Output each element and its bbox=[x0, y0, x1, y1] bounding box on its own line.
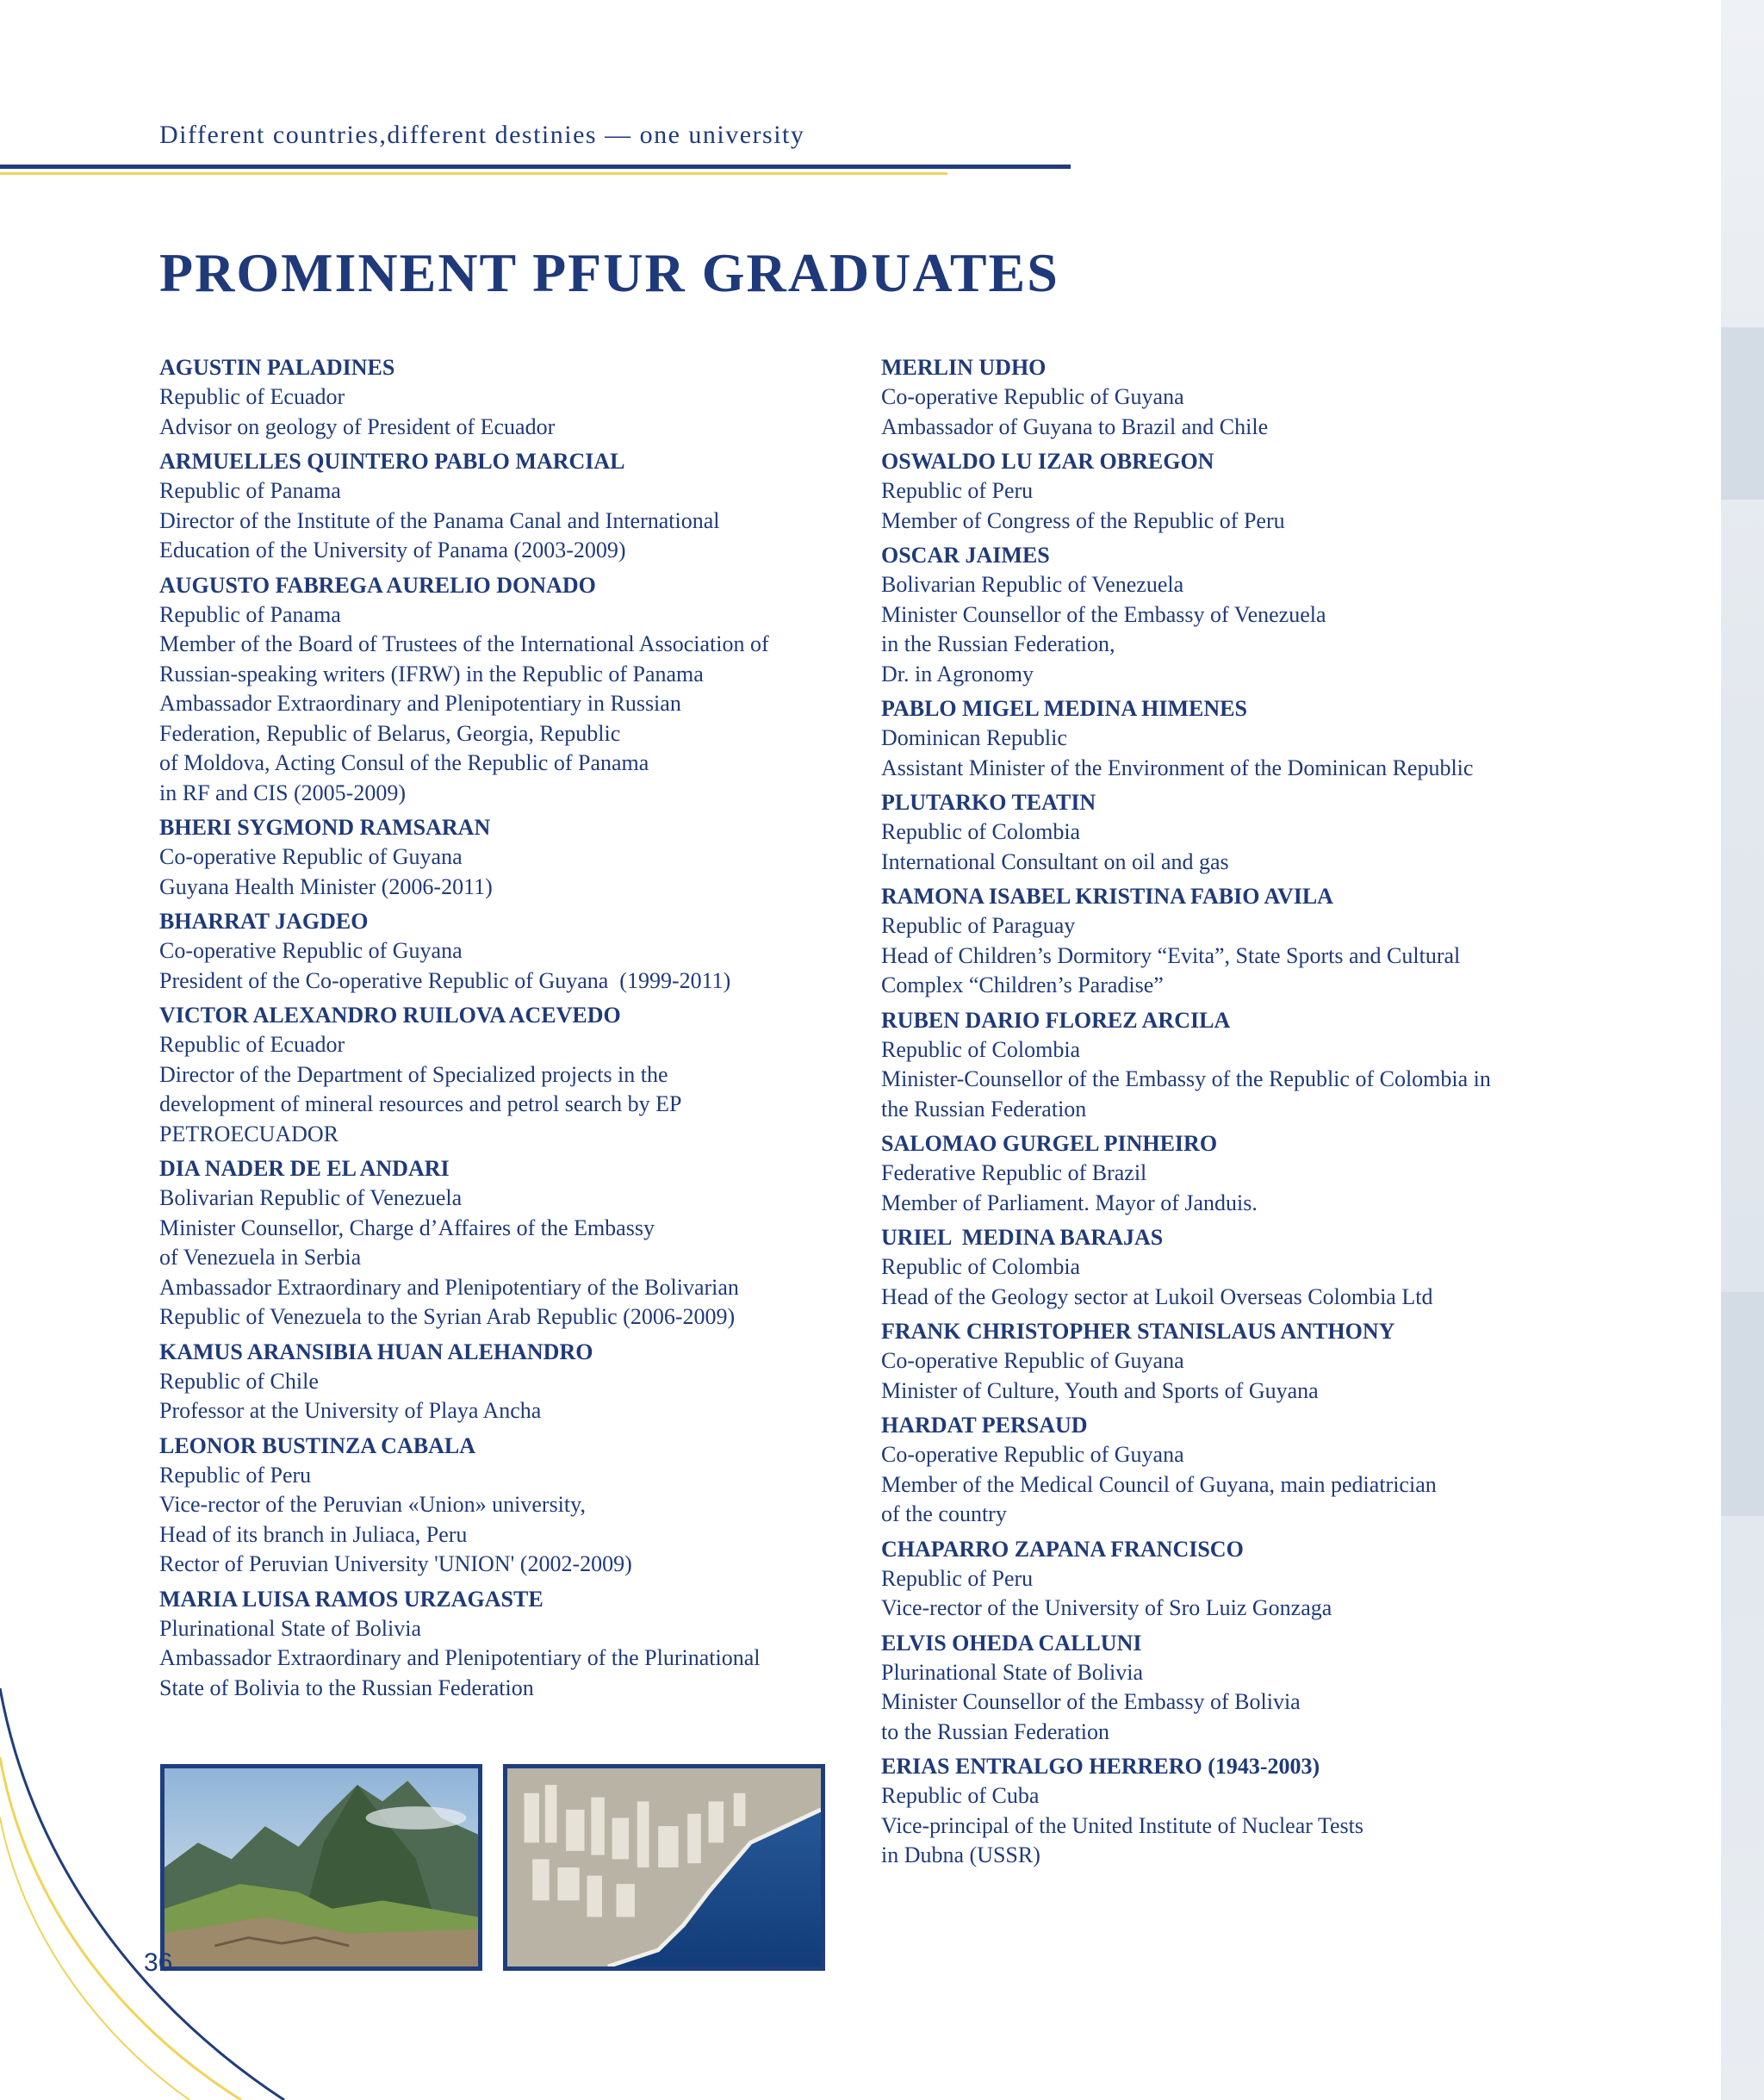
graduate-position-line: President of the Co-operative Republic of Guyana (1999-2011) bbox=[159, 967, 731, 993]
header-rule-blue bbox=[0, 165, 1071, 169]
graduate-name: BHERI SYGMOND RAMSARAN bbox=[159, 815, 491, 840]
graduate-position-line: of Moldova, Acting Consul of the Republic of Panama bbox=[159, 750, 649, 775]
graduate-country: Co-operative Republic of Guyana bbox=[881, 1442, 1184, 1467]
graduate-country: Republic of Ecuador bbox=[159, 384, 345, 409]
graduate-entry bbox=[159, 813, 917, 902]
graduate-position-line: Head of the Geology sector at Lukoil Overseas Colombia Ltd bbox=[881, 1283, 1433, 1309]
graduate-name: SALOMAO GURGEL PINHEIRO bbox=[881, 1131, 1218, 1156]
graduate-name: AGUSTIN PALADINES bbox=[159, 355, 395, 380]
graduate-position-line: Russian-speaking writers (IFRW) in the Republic of Panama bbox=[159, 661, 704, 687]
graduate-name: HARDAT PERSAUD bbox=[881, 1413, 1088, 1438]
graduate-position-line: Minister Counsellor of the Embassy of Bolivia bbox=[881, 1689, 1301, 1714]
graduate-position-line: State of Bolivia to the Russian Federation bbox=[159, 1674, 534, 1700]
graduate-entry bbox=[159, 1432, 917, 1580]
graduate-position-line: Assistant Minister of the Environment of the Dominican Republic bbox=[881, 755, 1474, 780]
graduate-position-line: Ambassador Extraordinary and Plenipotentiary of the Bolivarian bbox=[159, 1274, 739, 1300]
graduate-position-line: in Dubna (USSR) bbox=[881, 1842, 1040, 1867]
graduate-entry bbox=[159, 571, 917, 809]
graduate-position-line: Member of Parliament. Mayor of Janduis. bbox=[881, 1190, 1258, 1215]
graduate-position-line: International Consultant on oil and gas bbox=[881, 848, 1229, 874]
graduate-position-line: Director of the Institute of the Panama Canal and International bbox=[159, 507, 720, 533]
graduate-position-line: in the Russian Federation, bbox=[881, 631, 1115, 656]
graduate-entry bbox=[881, 882, 1656, 1001]
graduate-name: DIA NADER DE EL ANDARI bbox=[159, 1156, 450, 1181]
graduate-entry bbox=[159, 1001, 917, 1149]
graduate-country: Republic of Peru bbox=[881, 1565, 1034, 1591]
graduate-position-line: Dr. in Agronomy bbox=[881, 661, 1034, 687]
graduate-name: BHARRAT JAGDEO bbox=[159, 909, 369, 934]
graduate-position-line: Professor at the University of Playa Ancha bbox=[159, 1398, 542, 1423]
graduate-entry bbox=[881, 1317, 1656, 1406]
graduate-country: Republic of Cuba bbox=[881, 1783, 1040, 1808]
graduate-entry bbox=[159, 907, 917, 996]
graduate-position-line: Complex “Children’s Paradise” bbox=[881, 972, 1164, 997]
graduate-country: Federative Republic of Brazil bbox=[881, 1160, 1147, 1185]
graduate-position-line: Ambassador of Guyana to Brazil and Chile bbox=[881, 413, 1269, 439]
graduate-entry bbox=[881, 1752, 1656, 1871]
graduate-position-line: Director of the Department of Specialized projects in the bbox=[159, 1061, 668, 1087]
graduate-entry bbox=[881, 1223, 1656, 1312]
graduate-name: FRANK CHRISTOPHER STANISLAUS ANTHONY bbox=[881, 1319, 1395, 1344]
graduate-country: Plurinational State of Bolivia bbox=[159, 1615, 422, 1641]
graduate-name: ELVIS OHEDA CALLUNI bbox=[881, 1630, 1142, 1656]
graduate-name: OSCAR JAIMES bbox=[881, 543, 1050, 568]
graduate-position-line: Minister-Counsellor of the Embassy of the Republic of Colombia in bbox=[881, 1066, 1491, 1091]
graduate-position-line: to the Russian Federation bbox=[881, 1718, 1110, 1744]
graduate-country: Republic of Peru bbox=[159, 1462, 312, 1488]
graduate-position-line: Head of Children’s Dormitory “Evita”, State Sports and Cultural bbox=[881, 942, 1461, 968]
graduate-country: Republic of Ecuador bbox=[159, 1032, 345, 1057]
graduate-country: Republic of Colombia bbox=[881, 819, 1081, 844]
graduate-position-line: development of mineral resources and petrol search by EP bbox=[159, 1091, 682, 1116]
graduate-entry bbox=[881, 447, 1656, 536]
graduate-name: ARMUELLES QUINTERO PABLO MARCIAL bbox=[159, 449, 625, 474]
graduate-position-line: Vice-rector of the University of Sro Luiz Gonzaga bbox=[881, 1595, 1332, 1620]
graduate-position-line: Vice-rector of the Peruvian «Union» university, bbox=[159, 1492, 586, 1517]
graduate-position-line: Minister Counsellor, Charge d’Affaires of the Embassy bbox=[159, 1215, 655, 1240]
graduate-name: PLUTARKO TEATIN bbox=[881, 790, 1096, 815]
graduate-name: PABLO MIGEL MEDINA HIMENES bbox=[881, 696, 1247, 721]
graduate-name: OSWALDO LU IZAR OBREGON bbox=[881, 449, 1214, 474]
graduate-country: Republic of Chile bbox=[159, 1368, 319, 1394]
graduate-position-line: Head of its branch in Juliaca, Peru bbox=[159, 1521, 468, 1547]
decorative-arcs bbox=[0, 1619, 345, 2100]
graduate-position-line: Vice-principal of the United Institute of Nuclear Tests bbox=[881, 1812, 1364, 1838]
graduate-entry bbox=[881, 694, 1656, 783]
graduate-position-line: Member of the Board of Trustees of the International Association of bbox=[159, 631, 769, 656]
graduate-name: MARIA LUISA RAMOS URZAGASTE bbox=[159, 1586, 543, 1612]
graduate-country: Bolivarian Republic of Venezuela bbox=[159, 1185, 463, 1210]
graduate-position-line: Ambassador Extraordinary and Plenipotentiary of the Plurinational bbox=[159, 1645, 761, 1670]
graduate-name: KAMUS ARANSIBIA HUAN ALEHANDRO bbox=[159, 1339, 593, 1364]
graduate-entry bbox=[159, 353, 917, 442]
graduate-position-line: PETROECUADOR bbox=[159, 1121, 339, 1146]
graduate-name: ERIAS ENTRALGO HERRERO (1943-2003) bbox=[881, 1754, 1320, 1779]
graduate-entry bbox=[881, 788, 1656, 877]
graduate-name: URIEL MEDINA BARAJAS bbox=[881, 1225, 1164, 1250]
left-column bbox=[159, 353, 917, 1708]
graduate-entry bbox=[881, 353, 1656, 442]
graduate-position-line: Education of the University of Panama (2003-2009) bbox=[159, 537, 626, 562]
graduate-country: Republic of Colombia bbox=[881, 1254, 1081, 1279]
graduate-country: Republic of Colombia bbox=[881, 1036, 1081, 1062]
graduate-position-line: Guyana Health Minister (2006-2011) bbox=[159, 873, 493, 899]
graduate-position-line: Advisor on geology of President of Ecuador bbox=[159, 413, 556, 439]
graduate-country: Plurinational State of Bolivia bbox=[881, 1659, 1144, 1685]
graduate-position-line: in RF and CIS (2005-2009) bbox=[159, 780, 406, 805]
graduate-position-line: Member of Congress of the Republic of Peru bbox=[881, 507, 1285, 533]
graduate-country: Republic of Panama bbox=[159, 478, 341, 503]
graduate-country: Dominican Republic bbox=[881, 725, 1067, 750]
graduate-position-line: Ambassador Extraordinary and Plenipotentiary in Russian bbox=[159, 691, 681, 716]
running-head: Different countries,different destinies — one university bbox=[159, 121, 805, 149]
graduate-name: LEONOR BUSTINZA CABALA bbox=[159, 1432, 475, 1458]
graduate-country: Republic of Peru bbox=[881, 478, 1034, 503]
page-number: 36 bbox=[144, 1948, 173, 1977]
graduate-position-line: Minister Counsellor of the Embassy of Venezuela bbox=[881, 601, 1326, 627]
graduate-country: Bolivarian Republic of Venezuela bbox=[881, 572, 1184, 597]
graduate-country: Co-operative Republic of Guyana bbox=[159, 938, 463, 963]
graduate-country: Co-operative Republic of Guyana bbox=[881, 1348, 1184, 1373]
graduate-name: MERLIN UDHO bbox=[881, 355, 1047, 380]
graduate-position-line: of Venezuela in Serbia bbox=[159, 1245, 362, 1270]
graduate-entry bbox=[159, 447, 917, 566]
graduate-entry bbox=[881, 1535, 1656, 1624]
right-column bbox=[881, 353, 1656, 1876]
graduate-entry bbox=[881, 1629, 1656, 1748]
graduate-name: RUBEN DARIO FLOREZ ARCILA bbox=[881, 1007, 1231, 1033]
page-title: PROMINENT PFUR GRADUATES bbox=[159, 242, 1059, 303]
graduate-position-line: Rector of Peruvian University 'UNION' (2002-2009) bbox=[159, 1551, 632, 1576]
graduate-entry bbox=[881, 1129, 1656, 1218]
graduate-entry bbox=[881, 1006, 1656, 1125]
graduate-entry bbox=[159, 1338, 917, 1426]
right-edge-strip bbox=[1721, 0, 1764, 2100]
header-rule-yellow bbox=[0, 172, 947, 175]
graduate-position-line: Republic of Venezuela to the Syrian Arab Republic (2006-2009) bbox=[159, 1304, 736, 1329]
graduate-entry bbox=[159, 1154, 917, 1333]
graduate-name: CHAPARRO ZAPANA FRANCISCO bbox=[881, 1536, 1244, 1562]
graduate-position-line: of the country bbox=[881, 1501, 1007, 1526]
graduate-position-line: the Russian Federation bbox=[881, 1096, 1087, 1121]
graduate-country: Republic of Paraguay bbox=[881, 913, 1076, 938]
graduate-name: VICTOR ALEXANDRO RUILOVA ACEVEDO bbox=[159, 1003, 621, 1028]
graduate-position-line: Federation, Republic of Belarus, Georgia, Republic bbox=[159, 720, 621, 746]
graduate-country: Co-operative Republic of Guyana bbox=[159, 844, 463, 869]
graduate-entry bbox=[881, 541, 1656, 689]
graduate-country: Co-operative Republic of Guyana bbox=[881, 384, 1184, 409]
graduate-country: Republic of Panama bbox=[159, 601, 341, 627]
graduate-name: AUGUSTO FABREGA AURELIO DONADO bbox=[159, 572, 596, 598]
graduate-position-line: Minister of Culture, Youth and Sports of Guyana bbox=[881, 1377, 1319, 1403]
graduate-entry bbox=[881, 1411, 1656, 1530]
coastal-city-photo bbox=[503, 1764, 825, 1971]
graduate-name: RAMONA ISABEL KRISTINA FABIO AVILA bbox=[881, 884, 1333, 909]
graduate-position-line: Member of the Medical Council of Guyana, main pediatrician bbox=[881, 1471, 1437, 1497]
